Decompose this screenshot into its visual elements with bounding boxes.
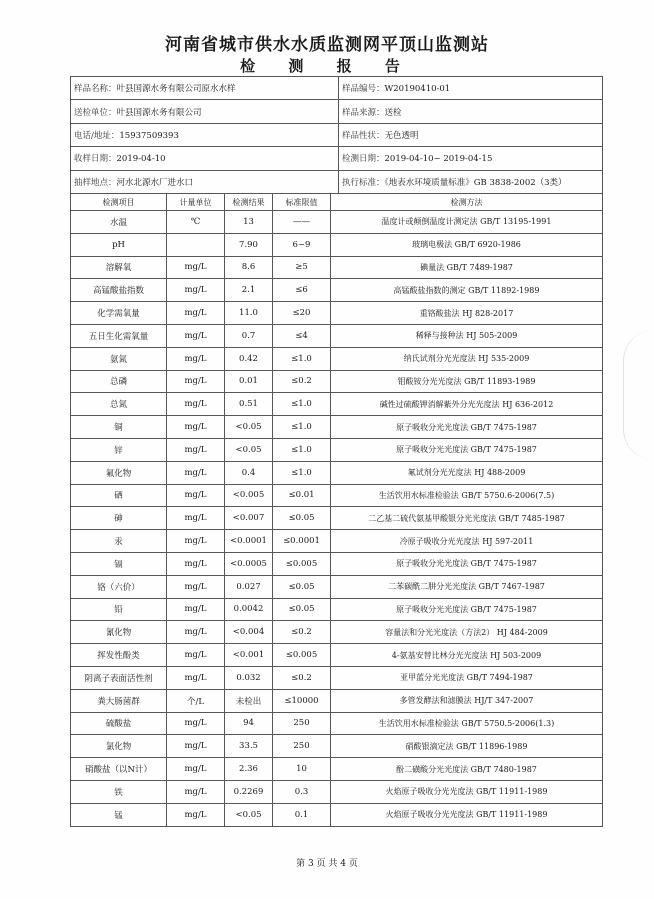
cell-item: 氯化物 <box>71 735 167 758</box>
seal-stamp-edge <box>623 330 654 460</box>
cell-result: 0.7 <box>225 324 273 347</box>
info-label: 检测日期： <box>342 154 385 165</box>
cell-item: 五日生化需氧量 <box>71 324 167 347</box>
cell-item: 溶解氧 <box>71 256 167 279</box>
cell-item: 铁 <box>71 780 167 803</box>
table-row <box>71 438 603 461</box>
cell-unit: mg/L <box>167 666 225 689</box>
cell-unit: 个/L <box>167 689 225 712</box>
info-label: 收样日期： <box>74 154 117 165</box>
cell-limit: ≤0.2 <box>273 666 331 689</box>
cell-result: 7.90 <box>225 233 273 256</box>
cell-result: <0.005 <box>225 484 273 507</box>
cell-method: 冷原子吸收分光光度法 HJ 597-2011 <box>331 530 603 553</box>
cell-item: 镉 <box>71 552 167 575</box>
cell-item: 阴离子表面活性剂 <box>71 666 167 689</box>
info-label: 抽样地点： <box>74 177 117 188</box>
cell-unit: mg/L <box>167 598 225 621</box>
info-row <box>71 77 603 100</box>
info-value: 2019-04-10 <box>116 154 166 165</box>
cell-method: 原子吸收分光光度法 GB/T 7475-1987 <box>331 552 603 575</box>
col-header-item: 检测项目 <box>71 194 167 211</box>
info-cell-left <box>71 147 339 170</box>
info-cell-right <box>339 77 603 100</box>
report-subtitle: 检 测 报 告 <box>240 57 414 75</box>
table-row <box>71 211 603 234</box>
cell-limit: ≤0.05 <box>273 598 331 621</box>
table-row <box>71 575 603 598</box>
info-label: 电话/地址： <box>74 130 120 141</box>
table-row <box>71 347 603 370</box>
cell-limit: 10 <box>273 758 331 781</box>
table-row <box>71 461 603 484</box>
info-row <box>71 100 603 123</box>
cell-unit: mg/L <box>167 302 225 325</box>
cell-method: 生活饮用水标准检验法 GB/T 5750.5-2006(1.3) <box>331 712 603 735</box>
cell-item: 硒 <box>71 484 167 507</box>
cell-limit: 250 <box>273 735 331 758</box>
info-cell-left <box>71 123 339 146</box>
table-row <box>71 666 603 689</box>
cell-limit: 6~9 <box>273 233 331 256</box>
table-row <box>71 370 603 393</box>
cell-method: 碱性过硫酸钾消解紫外分光光度法 HJ 636-2012 <box>331 393 603 416</box>
info-value: 送检 <box>384 107 402 118</box>
cell-item: 铅 <box>71 598 167 621</box>
cell-method: 氟试剂分光光度法 HJ 488-2009 <box>331 461 603 484</box>
cell-method: 二乙基二硫代氨基甲酸银分光光度法 GB/T 7485-1987 <box>331 507 603 530</box>
table-row <box>71 233 603 256</box>
info-cell-left <box>71 170 339 193</box>
cell-method: 原子吸收分光光度法 GB/T 7475-1987 <box>331 416 603 439</box>
cell-item: 氰化物 <box>71 621 167 644</box>
cell-result: 0.42 <box>225 347 273 370</box>
cell-limit: —— <box>273 211 331 234</box>
info-value: 叶县国源水务有限公司原水水样 <box>116 84 236 95</box>
cell-method: 二苯碳酰二肼分光光度法 GB/T 7467-1987 <box>331 575 603 598</box>
table-row <box>71 530 603 553</box>
cell-unit: mg/L <box>167 484 225 507</box>
cell-limit: ≤10000 <box>273 689 331 712</box>
cell-result: 0.027 <box>225 575 273 598</box>
cell-limit: ≥5 <box>273 256 331 279</box>
cell-item: 水温 <box>71 211 167 234</box>
cell-method: 容量法和分光光度法（方法2） HJ 484-2009 <box>331 621 603 644</box>
cell-method: 玻璃电极法 GB/T 6920-1986 <box>331 233 603 256</box>
cell-result: <0.0005 <box>225 552 273 575</box>
cell-unit: ℃ <box>167 211 225 234</box>
table-row <box>71 484 603 507</box>
cell-result: 11.0 <box>225 302 273 325</box>
cell-item: 汞 <box>71 530 167 553</box>
cell-unit: mg/L <box>167 735 225 758</box>
cell-limit: ≤1.0 <box>273 393 331 416</box>
info-cell-right <box>339 123 603 146</box>
cell-item: 锰 <box>71 803 167 826</box>
table-row <box>71 621 603 644</box>
cell-method: 生活饮用水标准检验法 GB/T 5750.6-2006(7.5) <box>331 484 603 507</box>
table-row <box>71 416 603 439</box>
cell-result: <0.007 <box>225 507 273 530</box>
cell-limit: 0.3 <box>273 780 331 803</box>
info-label: 样品名称： <box>74 84 117 95</box>
info-cell-left <box>71 100 339 123</box>
info-value: 河水北源水厂进水口 <box>116 177 194 188</box>
info-label: 送检单位： <box>74 107 117 118</box>
table-row <box>71 803 603 826</box>
info-label: 样品性状： <box>342 130 385 141</box>
cell-unit: mg/L <box>167 324 225 347</box>
cell-item: 砷 <box>71 507 167 530</box>
cell-limit: ≤0.05 <box>273 575 331 598</box>
info-row <box>71 147 603 170</box>
cell-result: 13 <box>225 211 273 234</box>
table-row <box>71 256 603 279</box>
cell-method: 重铬酸盐法 HJ 828-2017 <box>331 302 603 325</box>
cell-unit: mg/L <box>167 530 225 553</box>
cell-result: <0.05 <box>225 438 273 461</box>
cell-unit: mg/L <box>167 507 225 530</box>
cell-limit: ≤0.01 <box>273 484 331 507</box>
cell-item: 铜 <box>71 416 167 439</box>
sample-info-table <box>70 76 603 194</box>
col-header-method: 检测方法 <box>331 194 603 211</box>
cell-method: 原子吸收分光光度法 GB/T 7475-1987 <box>331 438 603 461</box>
cell-method: 火焰原子吸收分光光度法 GB/T 11911-1989 <box>331 780 603 803</box>
table-row <box>71 644 603 667</box>
cell-method: 温度计或颠倒温度计测定法 GB/T 13195-1991 <box>331 211 603 234</box>
cell-unit: mg/L <box>167 803 225 826</box>
cell-unit: mg/L <box>167 347 225 370</box>
cell-item: 化学需氧量 <box>71 302 167 325</box>
cell-method: 多管发酵法和滤膜法 HJ/T 347-2007 <box>331 689 603 712</box>
cell-result: 2.36 <box>225 758 273 781</box>
page-number: 第 3 页 共 4 页 <box>296 859 358 869</box>
cell-item: 高锰酸盐指数 <box>71 279 167 302</box>
cell-result: 0.032 <box>225 666 273 689</box>
table-row <box>71 324 603 347</box>
cell-method: 稀释与接种法 HJ 505-2009 <box>331 324 603 347</box>
cell-unit: mg/L <box>167 552 225 575</box>
cell-limit: ≤20 <box>273 302 331 325</box>
cell-item: 硫酸盐 <box>71 712 167 735</box>
cell-unit: mg/L <box>167 256 225 279</box>
info-value: 15937509393 <box>119 130 179 141</box>
cell-result: 未检出 <box>225 689 273 712</box>
col-header-limit: 标准限值 <box>273 194 331 211</box>
cell-unit: mg/L <box>167 370 225 393</box>
cell-limit: ≤4 <box>273 324 331 347</box>
cell-method: 火焰原子吸收分光光度法 GB/T 11911-1989 <box>331 803 603 826</box>
cell-item: 硝酸盐（以N计） <box>71 758 167 781</box>
table-row <box>71 598 603 621</box>
cell-method: 亚甲蓝分光光度法 GB/T 7494-1987 <box>331 666 603 689</box>
results-table <box>70 193 603 827</box>
cell-item: 锌 <box>71 438 167 461</box>
info-cell-right <box>339 170 603 193</box>
cell-result: <0.001 <box>225 644 273 667</box>
info-cell-right <box>339 100 603 123</box>
cell-method: 碘量法 GB/T 7489-1987 <box>331 256 603 279</box>
cell-item: 总磷 <box>71 370 167 393</box>
info-cell-right <box>339 147 603 170</box>
cell-unit: mg/L <box>167 575 225 598</box>
cell-result: 0.0042 <box>225 598 273 621</box>
info-value: 无色透明 <box>384 130 419 141</box>
cell-unit: mg/L <box>167 438 225 461</box>
cell-item: 粪大肠菌群 <box>71 689 167 712</box>
table-row <box>71 689 603 712</box>
cell-item: 铬（六价） <box>71 575 167 598</box>
cell-result: 0.51 <box>225 393 273 416</box>
cell-unit: mg/L <box>167 416 225 439</box>
table-row <box>71 507 603 530</box>
report-title: 河南省城市供水水质监测网平顶山监测站 <box>165 35 489 55</box>
cell-item: 氟化物 <box>71 461 167 484</box>
cell-limit: ≤0.05 <box>273 507 331 530</box>
cell-item: 挥发性酚类 <box>71 644 167 667</box>
col-header-result: 检测结果 <box>225 194 273 211</box>
cell-method: 纳氏试剂分光光度法 HJ 535-2009 <box>331 347 603 370</box>
cell-result: 8.6 <box>225 256 273 279</box>
cell-limit: ≤1.0 <box>273 416 331 439</box>
cell-item: pH <box>71 233 167 256</box>
cell-unit: mg/L <box>167 461 225 484</box>
info-row <box>71 170 603 193</box>
cell-limit: ≤1.0 <box>273 461 331 484</box>
cell-limit: ≤1.0 <box>273 347 331 370</box>
cell-result: <0.05 <box>225 803 273 826</box>
cell-method: 酚二磺酸分光光度法 GB/T 7480-1987 <box>331 758 603 781</box>
cell-limit: 250 <box>273 712 331 735</box>
info-value: 2019-04-10~ 2019-04-15 <box>384 154 493 165</box>
cell-item: 总氮 <box>71 393 167 416</box>
info-label: 样品来源： <box>342 107 385 118</box>
cell-result: <0.004 <box>225 621 273 644</box>
cell-unit: mg/L <box>167 393 225 416</box>
cell-limit: ≤0.2 <box>273 370 331 393</box>
cell-unit: mg/L <box>167 758 225 781</box>
cell-result: 0.01 <box>225 370 273 393</box>
cell-result: 0.4 <box>225 461 273 484</box>
cell-unit: mg/L <box>167 780 225 803</box>
cell-method: 原子吸收分光光度法 GB/T 7475-1987 <box>331 598 603 621</box>
info-row <box>71 123 603 146</box>
cell-method: 4-氨基安替比林分光光度法 HJ 503-2009 <box>331 644 603 667</box>
info-label: 样品编号： <box>342 84 385 95</box>
cell-limit: ≤6 <box>273 279 331 302</box>
results-header-row <box>71 194 603 211</box>
cell-limit: ≤0.2 <box>273 621 331 644</box>
cell-unit <box>167 233 225 256</box>
table-row <box>71 758 603 781</box>
cell-limit: ≤0.0001 <box>273 530 331 553</box>
cell-result: <0.0001 <box>225 530 273 553</box>
info-value: W20190410-01 <box>384 84 451 95</box>
info-value: 叶县国源水务有限公司 <box>116 107 202 118</box>
cell-method: 硝酸银滴定法 GB/T 11896-1989 <box>331 735 603 758</box>
table-row <box>71 780 603 803</box>
cell-unit: mg/L <box>167 621 225 644</box>
cell-result: 94 <box>225 712 273 735</box>
cell-result: 0.2269 <box>225 780 273 803</box>
cell-result: <0.05 <box>225 416 273 439</box>
table-row <box>71 735 603 758</box>
table-row <box>71 712 603 735</box>
table-row <box>71 393 603 416</box>
cell-method: 高锰酸盐指数的测定 GB/T 11892-1989 <box>331 279 603 302</box>
table-row <box>71 279 603 302</box>
cell-limit: ≤0.005 <box>273 644 331 667</box>
table-row <box>71 302 603 325</box>
info-label: 执行标准： <box>342 177 385 188</box>
cell-limit: ≤0.005 <box>273 552 331 575</box>
table-row <box>71 552 603 575</box>
cell-unit: mg/L <box>167 644 225 667</box>
cell-unit: mg/L <box>167 712 225 735</box>
cell-method: 钼酸铵分光光度法 GB/T 11893-1989 <box>331 370 603 393</box>
cell-unit: mg/L <box>167 279 225 302</box>
cell-result: 33.5 <box>225 735 273 758</box>
col-header-unit: 计量单位 <box>167 194 225 211</box>
info-cell-left <box>71 77 339 100</box>
info-value: 《地表水环境质量标准》GB 3838-2002（3类） <box>384 177 567 188</box>
cell-item: 氨氮 <box>71 347 167 370</box>
cell-result: 2.1 <box>225 279 273 302</box>
cell-limit: ≤1.0 <box>273 438 331 461</box>
cell-limit: 0.1 <box>273 803 331 826</box>
